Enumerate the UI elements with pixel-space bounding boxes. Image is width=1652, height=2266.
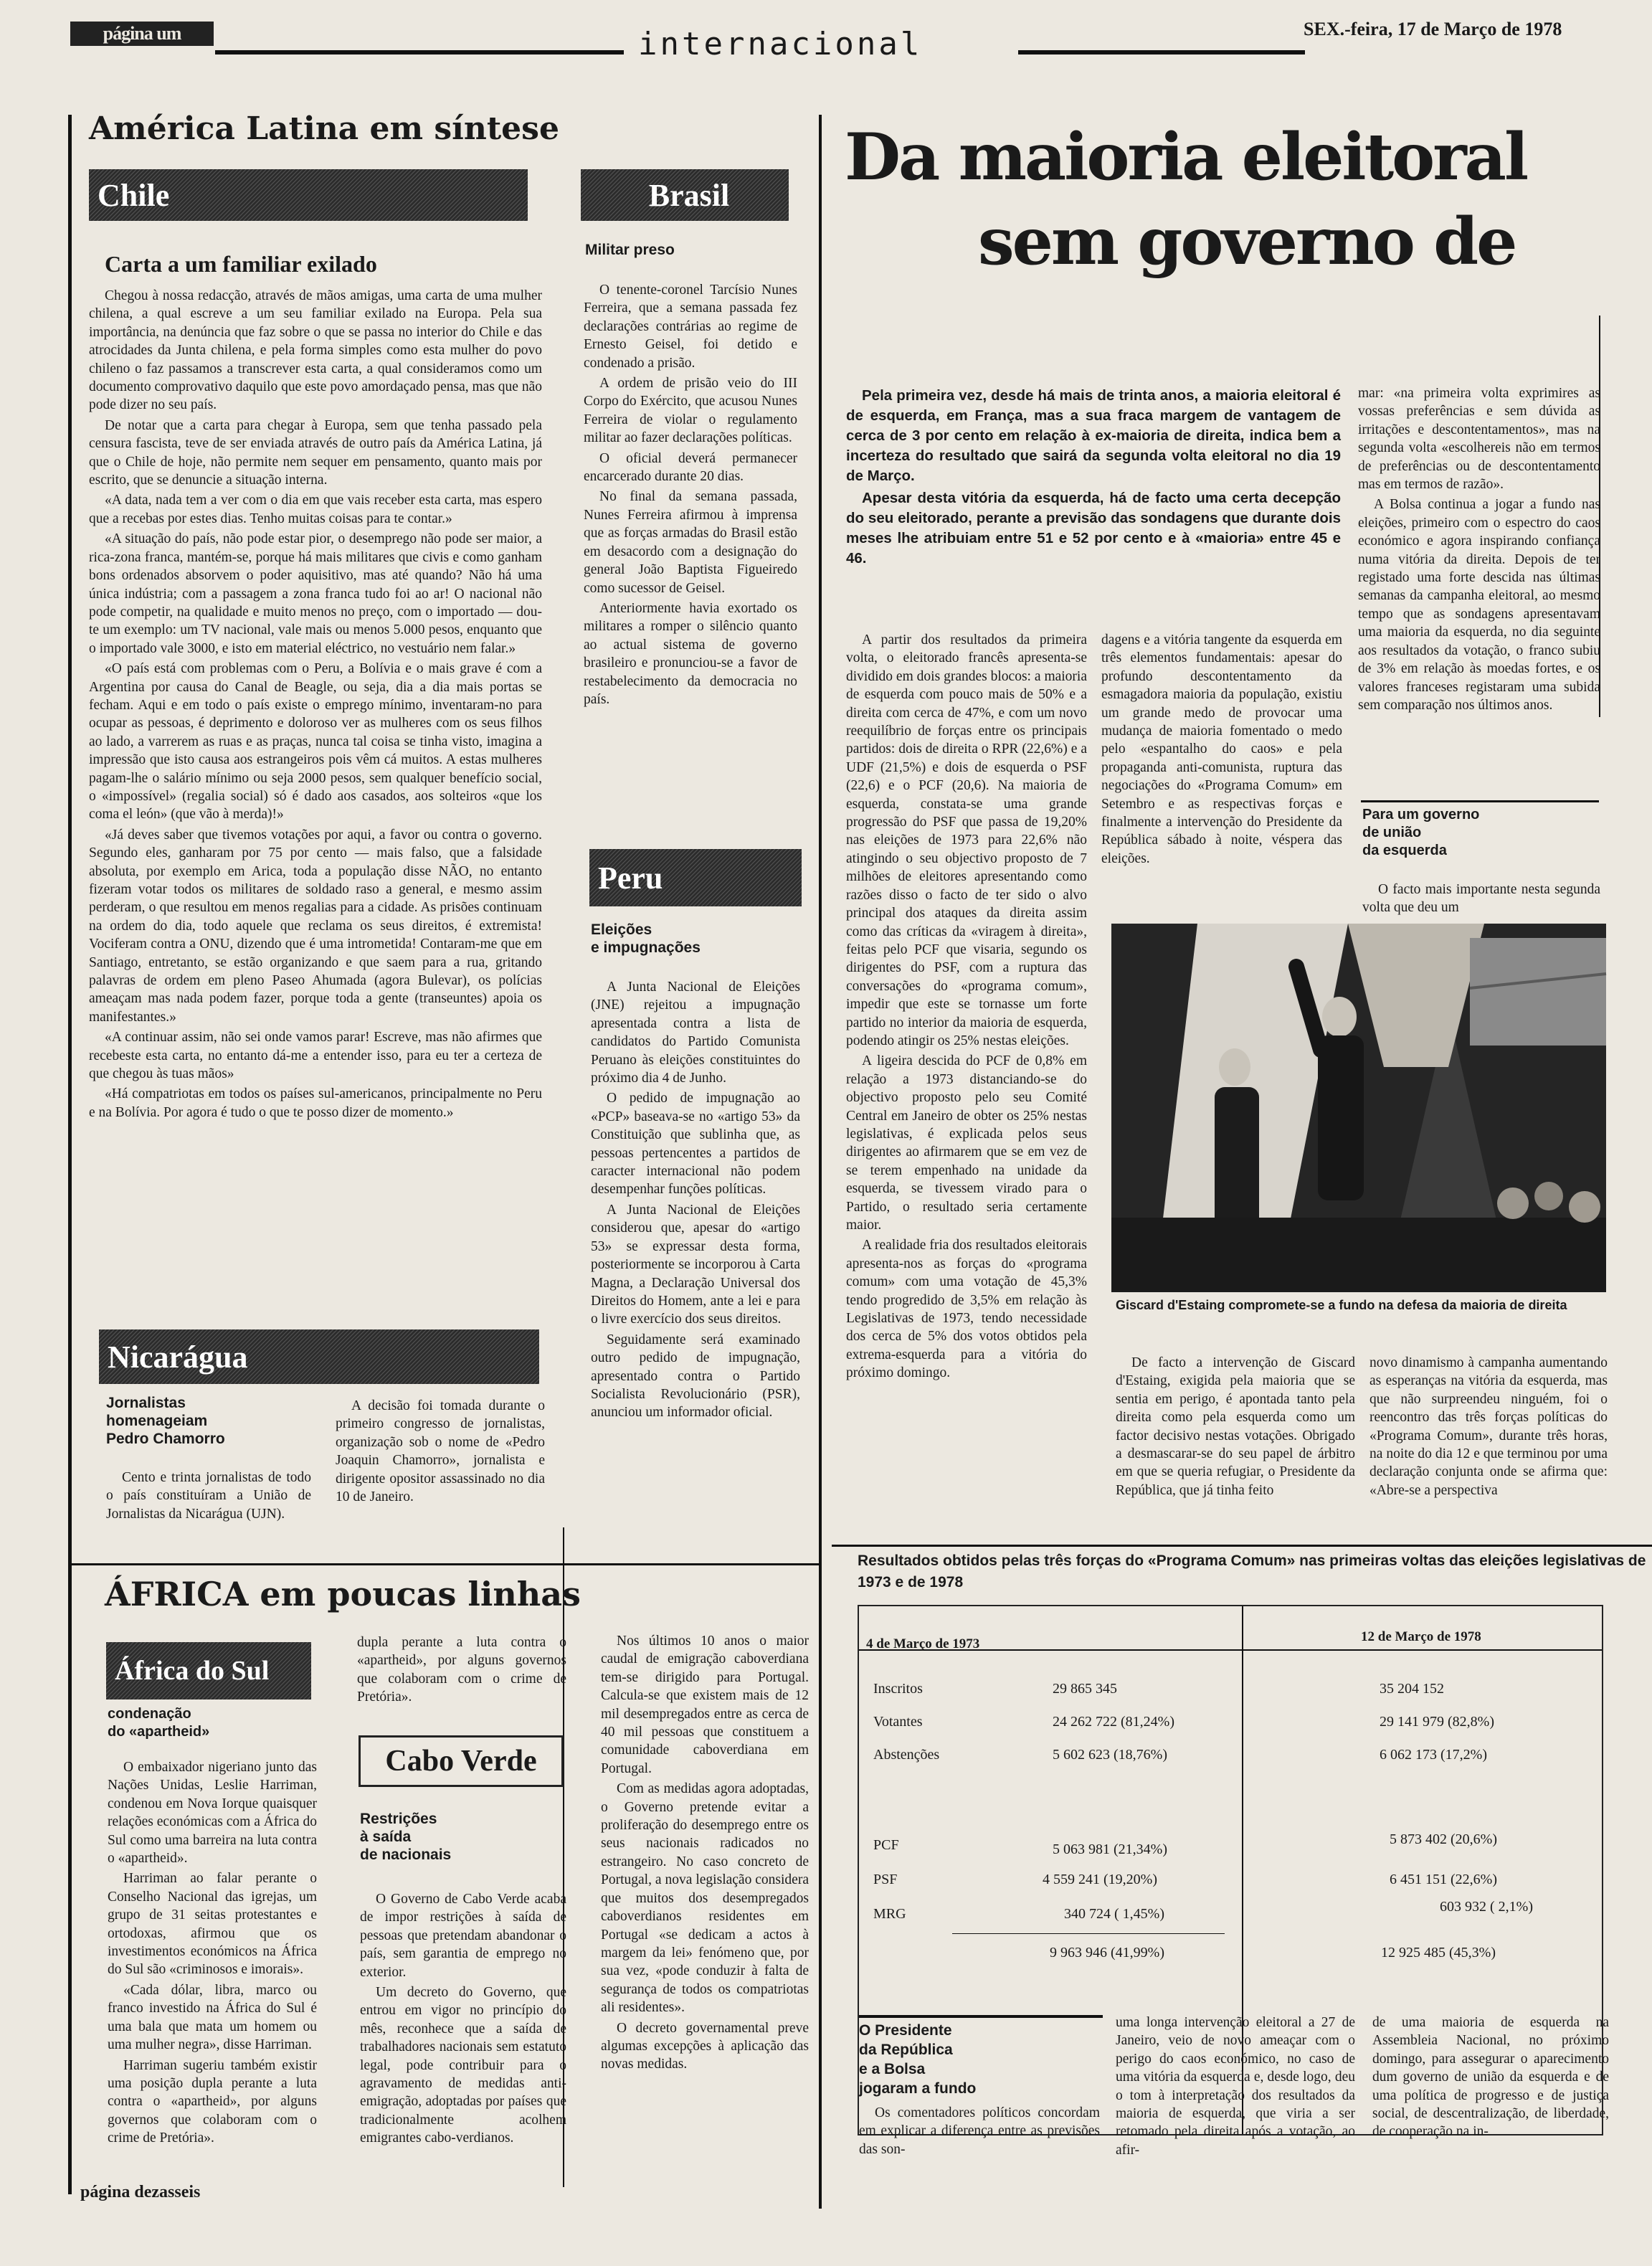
cabo-verde-banner-label: Cabo Verde	[385, 1745, 537, 1778]
france-right-paragraph: mar: «na primeira volta exprimires as vossas preferências e sem dúvida as irritações e descontentamentos», mas na segunda volta «escolhereis não em termos de preferências ou de descontentamento mas em termos de razão».	[1358, 386, 1600, 493]
peru-banner	[589, 849, 802, 906]
nicaragua-title-line: Pedro Chamorro	[106, 1431, 225, 1447]
france-lead-paragraph: Pela primeira vez, desde há mais de trinta anos, a maioria eleitoral é de esquerda, em França, mas a sua fraca margem de vantagem de cerca de 3 por cento em relação à ex-maioria de direita, indica bem a incerteza do resultado que sairá da segunda volta eleitoral no dia 19 de Março.	[846, 387, 1341, 484]
chile-article	[89, 287, 542, 1318]
france-right-subhead	[1362, 806, 1479, 860]
results-table-title: Resultados obtidos pelas três forças do «Programa Comum» nas primeiras voltas das eleições legislativas de 1973 e de 1978	[858, 1552, 1646, 1591]
france-under-photo-paragraph: De facto a intervenção de Giscard d'Estaing, exigida pela maioria que se sentia em perigo, é apontada tanto pela direita como pela esquerda como um factor decisivo nestas votações. Obrigado a desmascarar-se do seu papel de árbitro em que se queria refugiar, o Presidente da República, que já tinha feito	[1116, 1355, 1355, 1498]
table-row	[873, 1872, 1590, 1893]
peru-paragraph: O pedido de impugnação ao «PCP» baseava-se no «artigo 53» da Constituição que sublinha que, as pessoas pertencentes a partidos de caracter internacional não podem desempenhar funções políticas.	[591, 1091, 800, 1198]
table-row	[873, 1899, 1590, 1928]
france-headline-line1: Da maioria eleitoral	[845, 119, 1527, 195]
france-headline	[845, 115, 1652, 284]
chile-paragraph: «A situação do país, não pode estar pior, o desemprego não pode ser maior, a rica-zona franca, mantém-se, porque há mais militares que civis e como ganham bons ordenados absorvem o poder aquisitivo, mas até quando? Não há uma única indústria; com a passagem a zona franca tudo foi ao ar! O nacional não pode competir, na qualidade e muito menos no preço, com o importado — dou-te um exemplo: um TV nacional, vale mais ou menos 5.000 pesos, enquanto que o importado vale 3000, e isto em material eléctrico, no vestuário nem falar.»	[89, 531, 542, 656]
nicaragua-title-line: Jornalistas	[106, 1395, 186, 1411]
cabo-verde-paragraph: Um decreto do Governo, que entrou em vigor no princípio do mês, reconhece que a saída de trabalhadores nacionais sem estatuto legal, pode contribuir para o agravamento de medidas anti-emigração, adoptadas por países que tradicionalmente acolhem emigrantes cabo-verdianos.	[360, 1985, 566, 2146]
chile-paragraph: «A data, nada tem a ver com o dia em que vais receber esta carta, mas espero que a recebas por estes dias. Tenho muitas coisas para te contar.»	[89, 493, 542, 526]
cabo-verde-paragraph: O decreto governamental preve algumas excepções à aplicação das novas medidas.	[601, 2020, 809, 2072]
africa-sul-title-line: condenação	[108, 1706, 191, 1722]
left-border-rule	[68, 115, 72, 2194]
cabo-verde-article-b	[601, 1632, 809, 2184]
masthead-date: SEX.-feira, 17 de Março de 1978	[1304, 19, 1562, 39]
bottom-subhead	[859, 2015, 1103, 2098]
chile-paragraph: «Há compatriotas em todos os países sul-americanos, principalmente no Peru e na Bolívia. Por agora é tudo o que te posso dizer de momento.»	[89, 1086, 542, 1120]
brasil-paragraph: A ordem de prisão veio do III Corpo do Exército, que acusou Nunes Ferreira de violar o regulamento militar ao fazer declarações políticas.	[584, 376, 797, 446]
cabo-verde-title-line: Restrições	[360, 1811, 437, 1827]
africa-sul-paragraph: O embaixador nigeriano junto das Nações Unidas, Leslie Harriman, condenou em Nova Iorque quaisquer relações económicas com a África do Sul como uma barreira na luta contra o «apartheid».	[108, 1760, 317, 1867]
peru-title	[591, 921, 701, 957]
nicaragua-col2	[336, 1397, 545, 1508]
photo-caption: Giscard d'Estaing compromete-se a fundo na defesa da maioria de direita	[1116, 1298, 1567, 1312]
nicaragua-col1	[106, 1469, 311, 1525]
africa-sul-paragraph: Harriman sugeriu também existir uma posição dupla perante a luta contra o «apartheid», por alguns governos que colaboram com o crime de Pretória».	[108, 2057, 317, 2146]
photo-illustration	[1111, 924, 1606, 1292]
table-row	[873, 1747, 1590, 1768]
nicaragua-paragraph: A decisão foi tomada durante o primeiro congresso de jornalistas, organização sob o nome de «Pedro Joaquin Chamorro», jornalista e dirigente opositor assassinado no dia 10 de Janeiro.	[336, 1398, 545, 1505]
france-lead	[846, 386, 1341, 571]
row-1973: 4 559 241 (19,20%)	[1043, 1872, 1157, 1887]
brasil-article	[584, 281, 797, 826]
total-1978: 12 925 485 (45,3%)	[1381, 1945, 1496, 1961]
france-right-subhead-line: da esquerda	[1362, 843, 1447, 858]
row-label: MRG	[873, 1906, 906, 1922]
nicaragua-title-line: homenageiam	[106, 1413, 208, 1429]
bottom-paragraph: uma longa intervenção eleitoral a 27 de Janeiro, veio de novo ameaçar com o perigo do caos económico, no caso de uma vitória da esquerda e, desde logo, deu o tom à interpretação dos resultados da maioria de esquerda, que viria a ser retomado pela direita após a votação, ao afir-	[1116, 2015, 1355, 2158]
section-label: internacional	[638, 26, 923, 62]
africa-divider	[72, 1563, 819, 1565]
cabo-verde-paragraph: Nos últimos 10 anos o maior caudal de emigração caboverdiana tem-se dirigido para Portugal. Calcula-se que existem mais de 12 mil desempregados entre as cerca de 40 mil pessoas que constituem a comunidade caboverdiana em Portugal.	[601, 1634, 809, 1776]
chile-paragraph: De notar que a carta para chegar à Europa, sem que tenha passado pela censura fascista, teve de ser enviada através de outro país da América Latina, já que o Chile de hoje, não permite nem sequer em pensamento, quanto mais por escrito, que se denuncie a situação interna.	[89, 417, 542, 488]
row-label: Votantes	[873, 1714, 923, 1730]
peru-paragraph: A Junta Nacional de Eleições considerou que, apesar do «artigo 53» se expressar desta forma, posteriormente se incorporou à Carta Magna, a Declaração Universal dos Direitos do Homem, ante a lei e para o livre exercício dos seus direitos.	[591, 1202, 800, 1327]
giscard-photo	[1111, 924, 1606, 1292]
france-col-b	[1101, 631, 1342, 921]
brasil-paragraph: Anteriormente havia exortado os militares a romper o silêncio quanto ao actual sistema de governo brasileiro e pronunciou-se a favor de restabelecimento da democracia no país.	[584, 600, 797, 707]
brasil-banner-label: Brasil	[648, 177, 730, 213]
bottom-subhead-line: jogaram a fundo	[859, 2080, 977, 2097]
row-1978: 6 062 173 (17,2%)	[1380, 1747, 1487, 1763]
nicaragua-banner-label: Nicarágua	[108, 1339, 248, 1375]
cabo-verde-paragraph: Com as medidas agora adoptadas, o Governo pretende evitar a proliferação do desemprego entre os seus nacionais radicados no estrangeiro. No caso concreto de Portugal, a nova legislação considera que muitos dos desempregados caboverdianos residentes em Portugal «se dedicam a actos à margem da lei» fenómeno que, por sua vez, «pode conduzir à falta de segurança de todos os compatriotas ali residentes».	[601, 1781, 809, 2016]
bottom-subhead-line: O Presidente	[859, 2022, 952, 2039]
row-label: PCF	[873, 1837, 899, 1853]
right-subhead-rule	[1361, 800, 1599, 802]
footer-page-label: página dezasseis	[80, 2183, 201, 2201]
bottom-subhead-line: e a Bolsa	[859, 2061, 926, 2077]
chile-banner-label: Chile	[98, 177, 170, 213]
brasil-paragraph: O oficial deverá permanecer encarcerado durante 20 dias.	[584, 450, 797, 485]
bottom-paragraph: Os comentadores políticos concordam em explicar a diferença entre as previsões das son-	[859, 2105, 1100, 2157]
row-1973: 5 602 623 (18,76%)	[1053, 1747, 1167, 1763]
chile-paragraph: «O país está com problemas com o Peru, a Bolívia e o mais grave é com a Argentina por causa do Canal de Beagle, ou seja, dia a dia mais portas se fecham. Aqui e em todo o país existe o emprego mínimo, inventaram-no para ocupar as pessoas, é deprimento e doloroso ver as mulheres com os seus filhos ao lado, a varrerem as ruas e as praças, nunca tal coisa se tinha visto, imagina a impressão que isto causa aos estrangeiros pois vêm cá muitos. A estas mulheres pagam-lhe o salário mínimo ou seja 2000 pesos, sem qualquer benefício social, o «impossível» (regalia social) só é dado aos casados, aos solteiros «que los coma el león» (que vão à merda)!»	[89, 661, 542, 823]
nicaragua-banner	[99, 1329, 539, 1384]
france-right-paragraph: O facto mais importante nesta segunda volta que deu um	[1362, 882, 1600, 916]
africa-heading: ÁFRICA em poucas linhas	[105, 1575, 581, 1613]
france-right-subhead-line: Para um governo	[1362, 807, 1480, 823]
peru-banner-label: Peru	[598, 860, 663, 896]
peru-article	[591, 978, 800, 1537]
cabo-verde-paragraph: O Governo de Cabo Verde acaba de impor restrições à saída de pessoas que pretendam abandonar o país, sem garantia de emprego no exterior.	[360, 1892, 566, 1980]
row-1978: 35 204 152	[1380, 1681, 1444, 1697]
cabo-verde-title	[360, 1810, 451, 1864]
france-under-photo-paragraph: novo dinamismo à campanha aumentando as esperanças na vitória da esquerda, mas que não surpreendeu ninguém, foi o reencontro das três forças políticas do «Programa Comum», durante três horas, na noite do dia 12 e que terminou por uma declaração conjunta onde se afirma que: «Abre-se a perspectiva	[1369, 1355, 1608, 1498]
row-1978: 29 141 979 (82,8%)	[1380, 1714, 1494, 1730]
africa-sul-continued-text: dupla perante a luta contra o «apartheid», por alguns governos que colaboram com o crime de Pretória».	[357, 1635, 566, 1705]
france-under-photo-col1	[1116, 1354, 1355, 1502]
nicaragua-title	[106, 1394, 225, 1448]
row-label: PSF	[873, 1872, 898, 1887]
france-col-a-paragraph: A ligeira descida do PCF de 0,8% em relação a 1973 distanciando-se do objectivo proposto pelo seu Comité Central em Janeiro de obter os 25% nestas legislativas, é explicada pelos seus dirigentes ao afirmarem que se em vez de se terem empenhado na unidade da esquerda, se tivessem virado para o Partido, o resultado seria certamente maior.	[846, 1053, 1087, 1233]
france-col-a-paragraph: A partir dos resultados da primeira volta, o eleitorado francês apresenta-se dividido em dois grandes blocos: a maioria de esquerda com pouco mais de 50% e a direita com cerca de 47%, e com um novo reequilíbrio de forças entre os principais partidos: dois de direita o RPR (22,6%) e a UDF (21,5%) e dois de esquerda o PSF (22,6) e o PCF (20,6). Na maioria de esquerda, constata-se uma grande progressão do PSF que passa de 19,20% nas eleições de 1973 para 22,6% não atingindo o seu objectivo proposto de 7 milhões de eleitores apresentando como razões disso o facto de ter sido o alvo principal dos ataques da direita assim como das críticas da «viragem à direita», feitas pelo PCF que visaria, segundo os dirigentes do PSF, com a ruptura das conversações do «programa comum», impedir que este se tornasse um forte partido no interior da maioria de esquerda, podendo atingir os 25% nestas eleições.	[846, 632, 1087, 1048]
africa-sul-banner	[106, 1642, 311, 1700]
cabo-verde-title-line: de nacionais	[360, 1847, 452, 1863]
africa-sul-paragraph: Harriman ao falar perante o Conselho Nacional das igrejas, um grupo de 31 seitas protestantes e ortodoxas, afirmou que os investimentos económicos na África do Sul são «criminosos e imorais».	[108, 1871, 317, 1978]
bottom-col3	[1372, 2014, 1609, 2143]
masthead-logo	[70, 22, 214, 46]
row-label: Inscritos	[873, 1681, 923, 1697]
table-row	[873, 1831, 1590, 1859]
logo-text: página um	[103, 23, 181, 44]
masthead-rule-right	[1018, 50, 1305, 54]
peru-paragraph: A Junta Nacional de Eleições (JNE) rejeitou a impugnação apresentada contra a lista de candidatos do Partido Comunista Peruano às eleições constituintes do próximo dia 4 de Junho.	[591, 980, 800, 1086]
africa-sul-continued	[357, 1634, 566, 1709]
bottom-subhead-line: da República	[859, 2042, 953, 2058]
table-total-row	[873, 1945, 1590, 1966]
peru-title-line: e impugnações	[591, 939, 701, 956]
row-1978: 6 451 151 (22,6%)	[1390, 1872, 1497, 1887]
france-under-photo-col2	[1369, 1354, 1608, 1502]
africa-sul-article	[108, 1758, 317, 2180]
cabo-verde-banner	[359, 1735, 564, 1787]
row-1978: 5 873 402 (20,6%)	[1390, 1831, 1497, 1847]
bottom-paragraph: de uma maioria de esquerda na Assembleia Nacional, no próximo domingo, para assegurar o aparecimento dum governo de união da esquerda e de uma política de progresso e de justiça social, de descentralização, de liberdade, de cooperação na in-	[1372, 2015, 1609, 2140]
france-col-a-paragraph: A realidade fria dos resultados eleitorais apresenta-nos as forças do «programa comum» com uma votação de 45,3% tendo progredido de 3,5% em relação às Legislativas de 1973, tendo necessidade dos cerca de 5% dos votos obtidos pela extrema-esquerda para a vitória do próximo domingo.	[846, 1238, 1087, 1381]
table-top-rule	[832, 1545, 1652, 1547]
france-right-after-subhead	[1362, 881, 1600, 919]
chile-title: Carta a um familiar exilado	[105, 251, 377, 277]
peru-title-line: Eleições	[591, 921, 652, 938]
france-col-a	[846, 631, 1087, 1381]
table-row	[873, 1714, 1590, 1735]
chile-banner	[89, 169, 528, 221]
france-col-b-paragraph: dagens e a vitória tangente da esquerda em três elementos fundamentais: apesar do profundo descontentamento da esmagadora maioria da população, existiu um grande medo de provocar uma mudança de maioria fomentado o medo pelo «espantalho do caos» e pela propaganda anti-comunista, ruptura das negociações do «Programa Comum» em Setembro e as respectivas forças e finalmente a intervenção do Presidente da República sábado à noite, véspera das eleições.	[1101, 632, 1342, 866]
brasil-paragraph: O tenente-coronel Tarcísio Nunes Ferreira, que a semana passada fez declarações contrárias ao regime de Ernesto Geisel, foi detido e condenado a prisão.	[584, 283, 797, 371]
france-headline-line2: sem governo de	[978, 204, 1516, 280]
france-right-top	[1358, 384, 1600, 803]
row-1973: 340 724 ( 1,45%)	[1064, 1906, 1164, 1922]
row-label: Abstenções	[873, 1747, 940, 1763]
africa-sul-banner-label: África do Sul	[115, 1656, 270, 1686]
chile-paragraph: «Já deves saber que tivemos votações por aqui, a favor ou contra o governo. Segundo eles, ganharam por 75 por cento — mais falso, que a falsidade absoluta, por exemplo em Arica, toda a população disse NÃO, no entanto fizeram votar todos os militares de soldado raso a general, e mesmo assim perderam, o que resultou em menos regalias para a cidade. As prisões continuam na ordem do dia, todo aquele que reclama os seus direitos, é extremista! Vociferam contra a ONU, dizendo que é uma intrometida! Contaram-me que em Santiago, entretanto, se estão organizando e que saem para a rua, gritando palavras de ordem em pleno Paseo Ahumada (agora Bulevar), os polícias ameaçam mas nada podem fazer, porque toda a gente (transeuntes) apoia os manifestantes.»	[89, 827, 542, 1025]
row-1973: 29 865 345	[1053, 1681, 1117, 1697]
brasil-title: Militar preso	[585, 242, 675, 258]
row-1973: 24 262 722 (81,24%)	[1053, 1714, 1174, 1730]
nicaragua-paragraph: Cento e trinta jornalistas de todo o país constituíram a União de Jornalistas da Nicarágua (UJN).	[106, 1470, 311, 1522]
africa-sul-paragraph: «Cada dólar, libra, marco ou franco investido na África do Sul é uma bala que mata um homem ou uma mulher negra», disse Harriman.	[108, 1982, 317, 2053]
center-rule	[819, 115, 822, 2209]
peru-paragraph: Seguidamente será examinado outro pedido de impugnação, apresentado contra o Partido Socialista Revolucionário (PSR), anunciou um informador oficial.	[591, 1332, 800, 1421]
france-right-paragraph: A Bolsa continua a jogar a fundo nas eleições, primeiro com o espectro do caos económico e agora inspirando confiança numa vitória da direita. Depois de ter registado uma forte descida nas últimas semanas da campanha eleitoral, ao mesmo tempo que as sondagens apresentavam uma maioria da esquerda, no dia seguinte aos resultados da votação, o franco subiu de 3% em relação às moedas fortes, e os valores franceses registaram uma subida sem comparação nos últimos anos.	[1358, 497, 1600, 713]
africa-sul-title-line: do «apartheid»	[108, 1724, 210, 1740]
chile-paragraph: «A continuar assim, não sei onde vamos parar! Escreve, mas não afirmes que recebeste esta carta, no entanto dá-me a entender isso, para eu ter a certeza de que chegou às tuas mãos»	[89, 1030, 542, 1082]
chile-paragraph: Chegou à nossa redacção, através de mãos amigas, uma carta de uma mulher chilena, a qual escreve a um seu familiar exilado na Europa. Pela sua importância, na denúncia que faz sobre o que se passa no interior do Chile e das atrocidades da Junta chilena, e pela forma simples como esta mulher do povo chileno o faz passamos a transcrever esta carta, a qual consideramos como um documento comprovativo daquilo que este povo amordaçado pensa, mas que não pode dizer no seu país.	[89, 288, 542, 413]
masthead-rule-left	[215, 50, 624, 54]
africa-sul-title	[108, 1705, 209, 1741]
france-lead-paragraph: Apesar desta vitória da esquerda, há de facto uma certa decepção do seu eleitorado, perante a previsão das sondagens que durante dois meses lhe atribuiam entre 51 e 52 por cento e à «maioria» entre 45 e 46.	[846, 490, 1341, 566]
brasil-banner	[581, 169, 789, 221]
table-head-1973: 4 de Março de 1973	[866, 1636, 980, 1651]
brasil-paragraph: No final da semana passada, Nunes Ferreira afirmou à imprensa que as forças armadas do Brasil estão em desacordo com a designação do general João Baptista Figueiredo como sucessor de Geisel.	[584, 489, 797, 596]
total-1973: 9 963 946 (41,99%)	[1050, 1945, 1164, 1961]
bottom-col1	[859, 2104, 1100, 2161]
france-right-subhead-line: de união	[1362, 825, 1422, 840]
row-1978: 603 932 ( 2,1%)	[1440, 1899, 1533, 1915]
table-row	[873, 1681, 1590, 1702]
cabo-verde-article-a	[360, 1890, 566, 2187]
table-head-1978: 12 de Março de 1978	[1361, 1629, 1481, 1644]
bottom-col2	[1116, 2014, 1355, 2161]
row-1973: 5 063 981 (21,34%)	[1053, 1841, 1167, 1857]
cabo-verde-title-line: à saída	[360, 1829, 412, 1845]
america-latina-heading: América Latina em síntese	[89, 110, 559, 147]
table-sum-rule	[952, 1933, 1225, 1934]
